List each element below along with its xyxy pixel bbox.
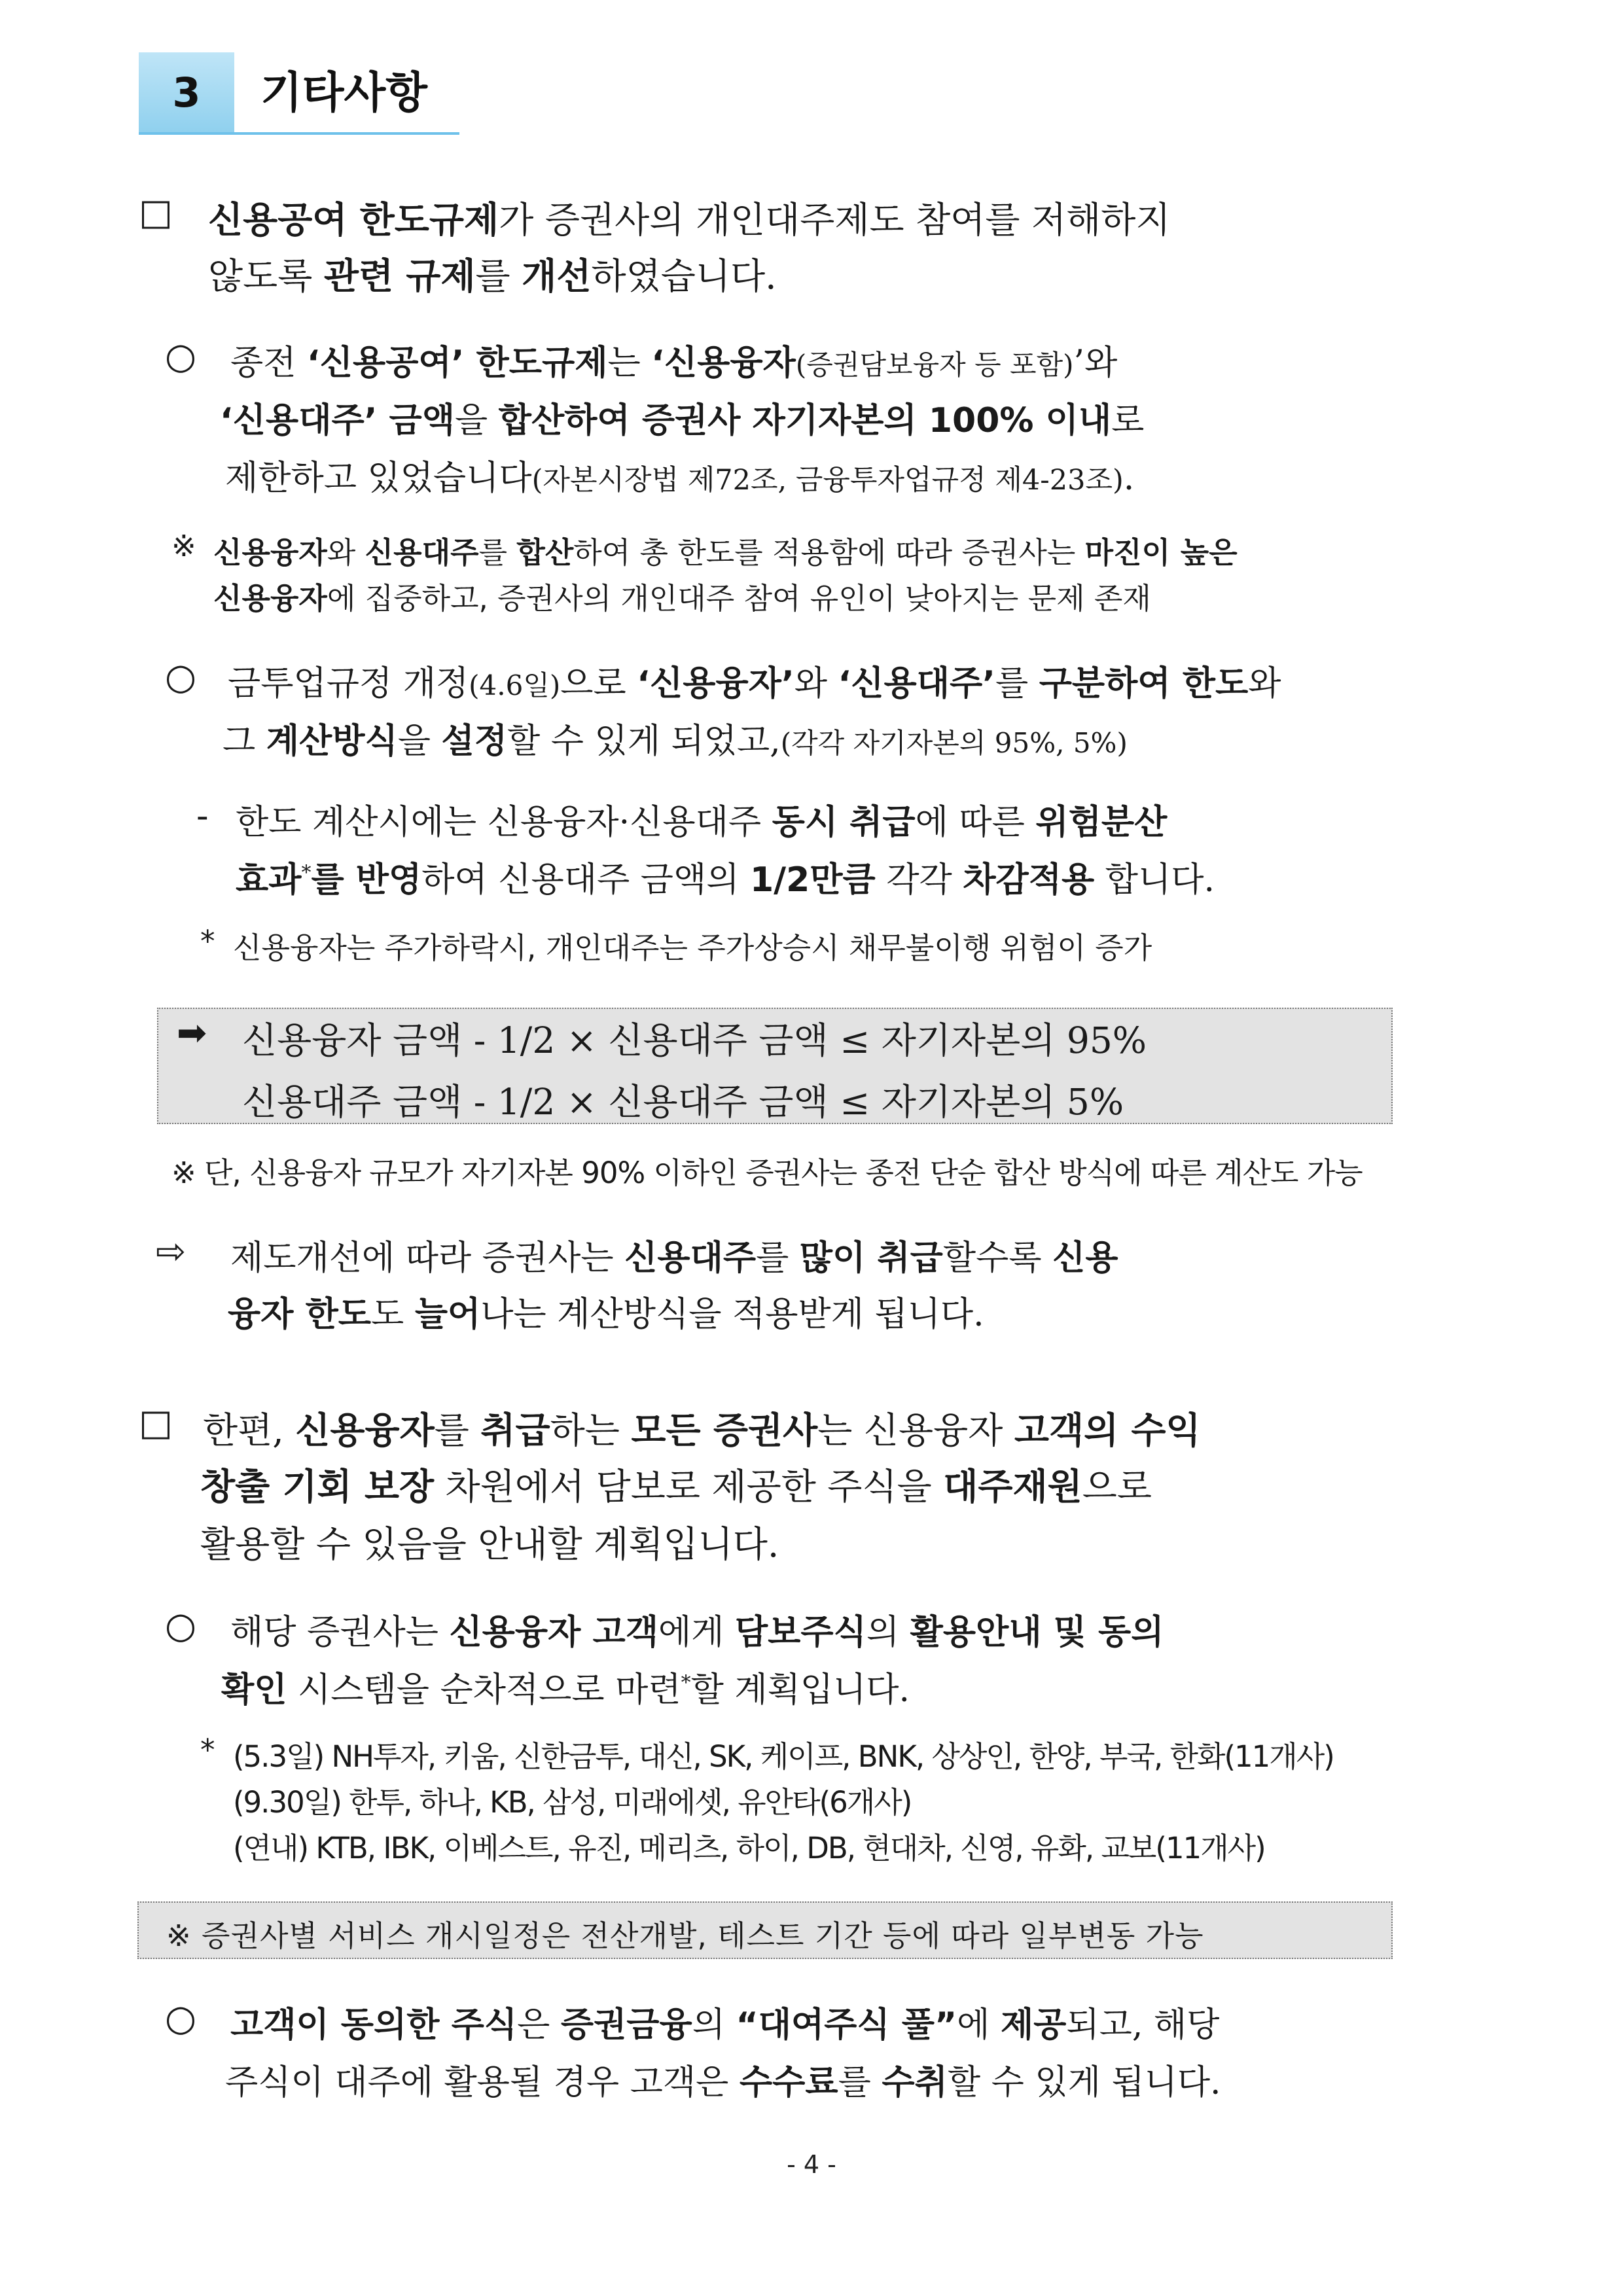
- item-3-line-1: 해당 증권사는 신용융자 고객에게 담보주식의 활용안내 및 동의: [230, 1613, 1164, 1652]
- subitem-1-line-1: 한도 계산시에는 신용융자·신용대주 동시 취급에 따른 위험분산: [236, 803, 1168, 842]
- footnote-mark: *: [200, 1733, 215, 1767]
- section-title-underline: [139, 132, 459, 135]
- paragraph-2-line-3: 활용할 수 있음을 안내할 계획입니다.: [200, 1523, 779, 1565]
- section-title: 기타사항: [260, 67, 428, 118]
- item-3-line-2: 확인 시스템을 순차적으로 마련*할 계획입니다.: [221, 1670, 910, 1710]
- item-1-line-2: ‘신용대주’ 금액을 합산하여 증권사 자기자본의 100% 이내로: [220, 401, 1145, 440]
- circle-bullet: ○: [165, 335, 196, 377]
- footnote-mark: *: [200, 924, 215, 959]
- reference-2: ※ 단, 신용융자 규모가 자기자본 90% 이하인 증권사는 종전 단순 합산 방식에 따른 계산도 가능: [171, 1156, 1363, 1190]
- reference-1-line-1: 신용융자와 신용대주를 합산하여 총 한도를 적용함에 따라 증권사는 마진이 높은: [213, 535, 1238, 570]
- notice-text: ※ 증권사별 서비스 개시일정은 전산개발, 테스트 기간 등에 따라 일부변동 가능: [166, 1918, 1204, 1953]
- checkbox-bullet: □: [139, 191, 173, 233]
- footnote-2-line-2: (9.30일) 한투, 하나, KB, 삼성, 미래에셋, 유안타(6개사): [233, 1785, 912, 1820]
- formula-line-2: 신용대주 금액 - 1/2 × 신용대주 금액 ≤ 자기자본의 5%: [242, 1081, 1124, 1123]
- footnote-2-line-3: (연내) KTB, IBK, 이베스트, 유진, 메리츠, 하이, DB, 현대차, 신영, 유화, 교보(11개사): [233, 1831, 1265, 1865]
- result-arrow-icon: ⇨: [156, 1230, 187, 1272]
- circle-bullet: ○: [165, 1604, 196, 1646]
- subitem-1-line-2: 효과*를 반영하여 신용대주 금액의 1/2만큼 각각 차감적용 합니다.: [236, 860, 1215, 900]
- item-1-line-1: 종전 ‘신용공여’ 한도규제는 ‘신용융자(증권담보융자 등 포함)’와: [230, 344, 1118, 383]
- page-number: - 4 -: [787, 2150, 836, 2179]
- arrow-icon: ➡: [177, 1012, 207, 1053]
- paragraph-2-line-2: 창출 기회 보장 차원에서 담보로 제공한 주식을 대주재원으로: [200, 1466, 1152, 1508]
- result-line-1: 제도개선에 따라 증권사는 신용대주를 많이 취급할수록 신용: [230, 1239, 1118, 1278]
- item-2-line-1: 금투업규정 개정(4.6일)으로 ‘신용융자’와 ‘신용대주’를 구분하여 한도와: [228, 664, 1281, 703]
- footnote-1-text: 신용융자는 주가하락시, 개인대주는 주가상승시 채무불이행 위험이 증가: [233, 930, 1152, 965]
- paragraph-1-line-1: 신용공여 한도규제가 증권사의 개인대주제도 참여를 저해하지: [208, 199, 1171, 241]
- reference-mark: ※: [171, 529, 196, 563]
- checkbox-bullet: □: [139, 1402, 173, 1443]
- reference-1-line-2: 신용융자에 집중하고, 증권사의 개인대주 참여 유인이 낮아지는 문제 존재: [213, 581, 1151, 616]
- paragraph-2-line-1: 한편, 신용융자를 취급하는 모든 증권사는 신용융자 고객의 수익: [203, 1409, 1201, 1451]
- item-2-line-2: 그 계산방식을 설정할 수 있게 되었고,(각각 자기자본의 95%, 5%): [223, 722, 1128, 761]
- item-4-line-1: 고객이 동의한 주식은 증권금융의 “대여주식 풀”에 제공되고, 해당: [230, 2005, 1220, 2045]
- item-1-line-3: 제한하고 있었습니다(자본시장법 제72조, 금융투자업규정 제4-23조).: [225, 459, 1135, 498]
- circle-bullet: ○: [165, 1997, 196, 2039]
- footnote-2-line-1: (5.3일) NH투자, 키움, 신한금투, 대신, SK, 케이프, BNK, 상상인, 한양, 부국, 한화(11개사): [233, 1739, 1334, 1774]
- paragraph-1-line-2: 않도록 관련 규제를 개선하였습니다.: [208, 255, 777, 297]
- circle-bullet: ○: [165, 656, 196, 698]
- formula-line-1: 신용융자 금액 - 1/2 × 신용대주 금액 ≤ 자기자본의 95%: [242, 1019, 1147, 1061]
- dash-bullet: -: [196, 794, 209, 836]
- section-number: 3: [172, 69, 201, 116]
- result-line-2: 융자 한도도 늘어나는 계산방식을 적용받게 됩니다.: [228, 1295, 984, 1334]
- item-4-line-2: 주식이 대주에 활용될 경우 고객은 수수료를 수취할 수 있게 됩니다.: [225, 2063, 1221, 2102]
